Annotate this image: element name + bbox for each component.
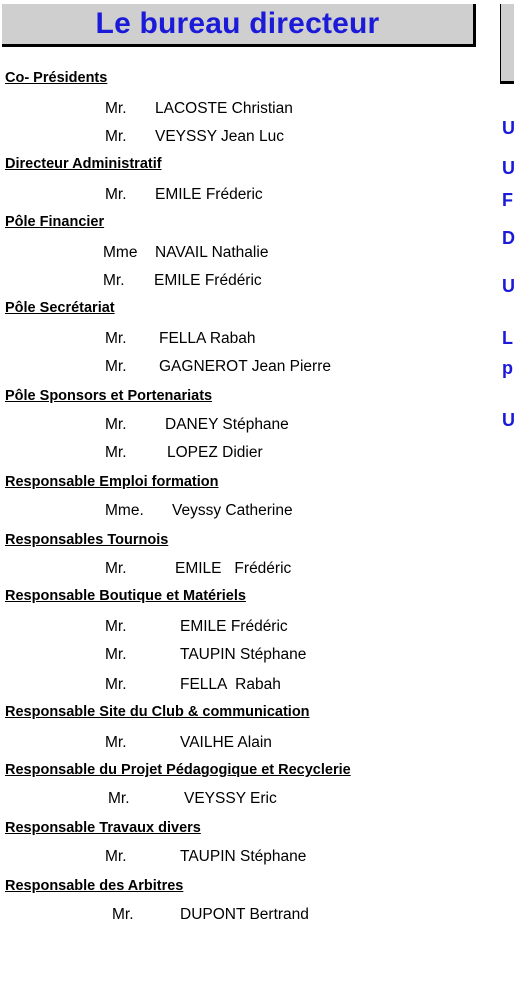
section-label-projet-pedagogique: Responsable du Projet Pédagogique et Recyclerie bbox=[5, 762, 351, 778]
member-title: Mr. bbox=[105, 848, 127, 865]
right-column-fragment: F bbox=[502, 190, 513, 210]
member-title: Mr. bbox=[112, 906, 134, 923]
page-title: Le bureau directeur bbox=[95, 7, 380, 40]
member-name: LOPEZ Didier bbox=[167, 444, 263, 461]
member-name: FELLA Rabah bbox=[180, 676, 281, 693]
right-column-fragment: U bbox=[502, 276, 515, 296]
member-title: Mr. bbox=[103, 272, 125, 289]
member-title: Mr. bbox=[105, 618, 127, 635]
member-name: EMILE Frédéric bbox=[154, 272, 262, 289]
member-title: Mr. bbox=[105, 100, 127, 117]
section-label-emploi-formation: Responsable Emploi formation bbox=[5, 474, 219, 490]
section-label-site-club: Responsable Site du Club & communication bbox=[5, 704, 310, 720]
member-title: Mme. bbox=[105, 502, 144, 519]
member-name: VEYSSY Eric bbox=[184, 790, 277, 807]
member-name: EMILE Frédéric bbox=[175, 560, 292, 577]
page-title-banner bbox=[2, 4, 476, 47]
member-name: GAGNEROT Jean Pierre bbox=[159, 358, 331, 375]
section-label-arbitres: Responsable des Arbitres bbox=[5, 878, 184, 894]
member-title: Mr. bbox=[105, 128, 127, 145]
member-title: Mr. bbox=[105, 416, 127, 433]
member-name: EMILE Frédéric bbox=[180, 618, 288, 635]
member-name: TAUPIN Stéphane bbox=[180, 848, 307, 865]
right-column-fragment: U bbox=[502, 410, 515, 430]
section-label-boutique: Responsable Boutique et Matériels bbox=[5, 588, 246, 604]
member-name: Veyssy Catherine bbox=[172, 502, 293, 519]
section-label-tournois: Responsables Tournois bbox=[5, 532, 169, 548]
member-title: Mr. bbox=[108, 790, 130, 807]
right-column-banner bbox=[500, 4, 514, 84]
member-name: NAVAIL Nathalie bbox=[155, 244, 269, 261]
member-name: VEYSSY Jean Luc bbox=[155, 128, 284, 145]
section-label-travaux: Responsable Travaux divers bbox=[5, 820, 201, 836]
right-column-fragment: U bbox=[502, 118, 515, 138]
member-title: Mr. bbox=[105, 330, 127, 347]
member-title: Mr. bbox=[105, 358, 127, 375]
section-label-pole-financier: Pôle Financier bbox=[5, 214, 105, 230]
member-name: FELLA Rabah bbox=[159, 330, 256, 347]
member-name: DANEY Stéphane bbox=[165, 416, 289, 433]
member-title: Mr. bbox=[105, 646, 127, 663]
member-name: LACOSTE Christian bbox=[155, 100, 293, 117]
member-name: TAUPIN Stéphane bbox=[180, 646, 307, 663]
member-name: DUPONT Bertrand bbox=[180, 906, 309, 923]
member-title: Mr. bbox=[105, 186, 127, 203]
right-column-fragment: U bbox=[502, 158, 515, 178]
member-name: EMILE Fréderic bbox=[155, 186, 263, 203]
member-title: Mr. bbox=[105, 444, 127, 461]
right-column-fragment: p bbox=[502, 358, 513, 378]
section-label-pole-sponsors: Pôle Sponsors et Portenariats bbox=[5, 388, 213, 404]
right-column-fragment: L bbox=[502, 328, 513, 348]
member-title: Mr. bbox=[105, 560, 127, 577]
section-label-co-presidents: Co- Présidents bbox=[5, 70, 108, 86]
member-title: Mme bbox=[103, 244, 138, 261]
member-title: Mr. bbox=[105, 676, 127, 693]
right-column-fragment: D bbox=[502, 228, 515, 248]
section-label-directeur-administratif: Directeur Administratif bbox=[5, 156, 162, 172]
member-name: VAILHE Alain bbox=[180, 734, 272, 751]
member-title: Mr. bbox=[105, 734, 127, 751]
section-label-pole-secretariat: Pôle Secrétariat bbox=[5, 300, 115, 316]
